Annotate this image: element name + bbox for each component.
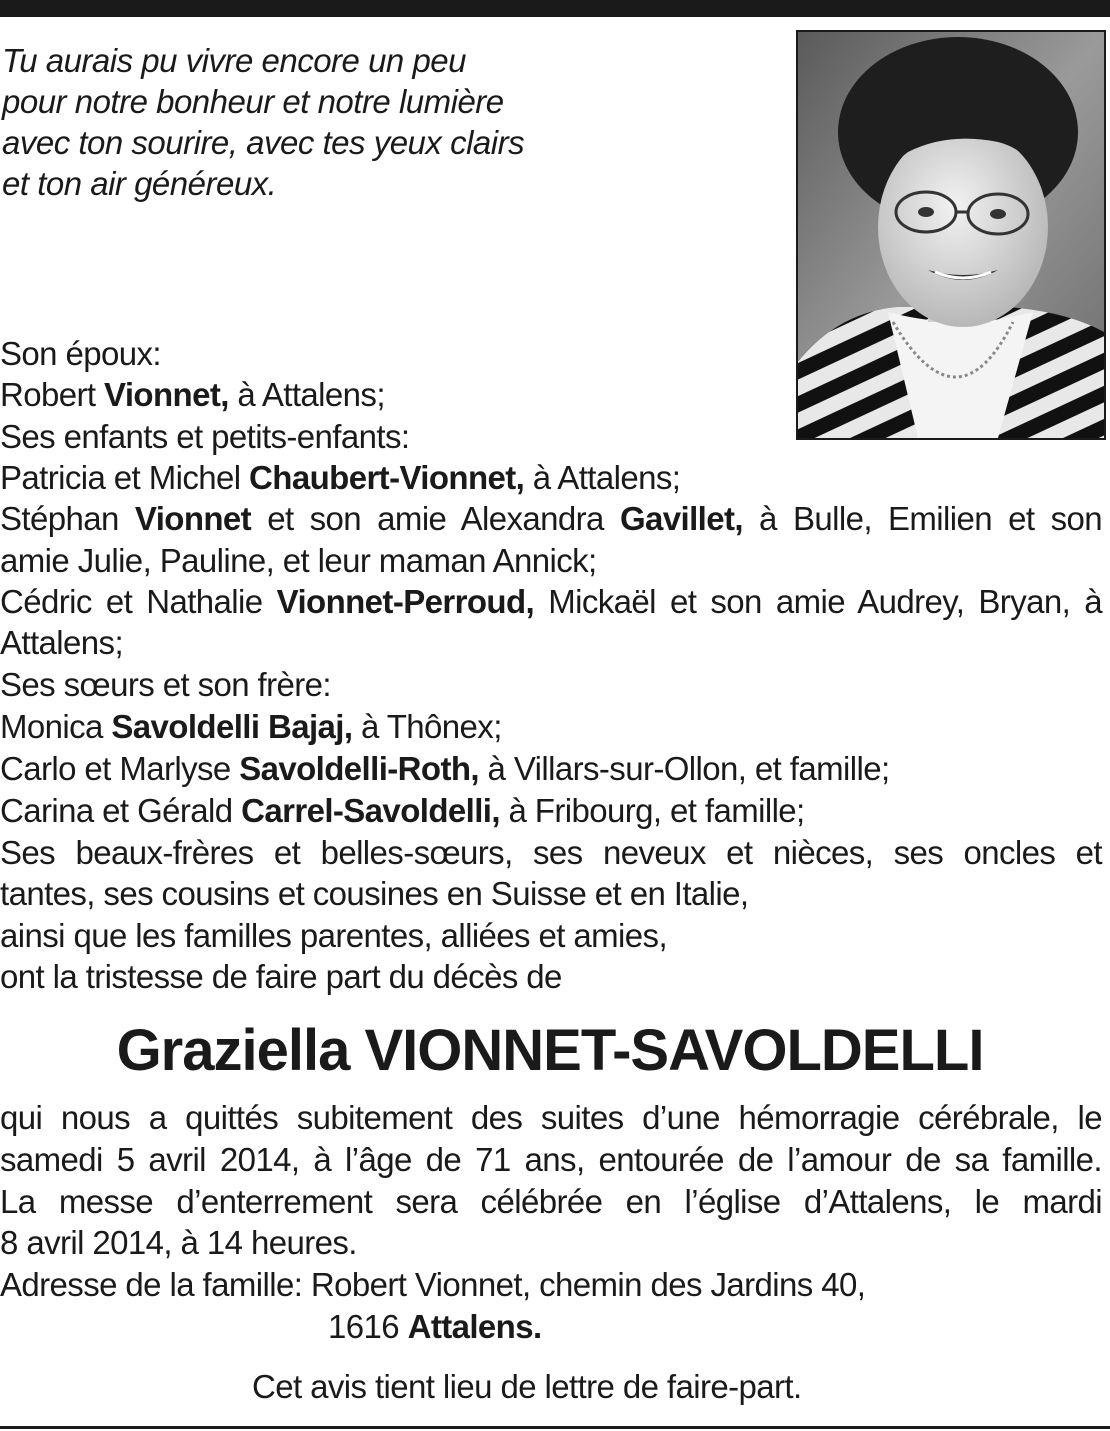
deceased-name: Graziella VIONNET-SAVOLDELLI <box>116 1018 984 1083</box>
family-line <box>0 498 1102 540</box>
given-name: Carina et Gérald <box>0 792 242 829</box>
family-address-city <box>328 1306 542 1348</box>
family-line: Ses enfants et petits-enfants: <box>0 418 410 455</box>
surname: Gavillet, <box>619 500 743 537</box>
relation-text: et son amie Alexandra <box>251 500 620 537</box>
relation-text: Mickaël et son amie Audrey, Bryan, à <box>534 583 1103 620</box>
surname: Vionnet, <box>104 376 229 413</box>
notice-line: La messe d’enterrement sera célébrée en l’église d’Attalens, le mardi <box>0 1183 1102 1220</box>
poem-line: avec ton sourire, avec tes yeux clairs <box>2 124 525 161</box>
surname: Savoldelli-Roth, <box>239 750 479 787</box>
family-line <box>0 581 1102 623</box>
notice-line: samedi 5 avril 2014, à l’âge de 71 ans, entourée de l’amour de sa famille. <box>0 1141 1102 1178</box>
given-name: Stéphan <box>0 500 135 537</box>
family-line: amie Julie, Pauline, et leur maman Annick; <box>0 542 597 579</box>
family-line: ainsi que les familles parentes, alliées et amies, <box>0 917 668 954</box>
surname: Carrel-Savoldelli, <box>241 792 500 829</box>
family-line <box>0 748 890 790</box>
family-line <box>0 706 502 748</box>
family-line: Attalens; <box>0 624 124 661</box>
family-line: tantes, ses cousins et cousines en Suisse et en Italie, <box>0 875 749 912</box>
closing-note: Cet avis tient lieu de lettre de faire-part. <box>252 1368 802 1405</box>
family-address: Adresse de la famille: Robert Vionnet, chemin des Jardins 40, <box>0 1266 866 1303</box>
surname: Vionnet-Perroud, <box>276 583 535 620</box>
surname: Savoldelli Bajaj, <box>111 708 353 745</box>
surname: Vionnet <box>134 500 252 537</box>
given-name: Robert <box>0 376 105 413</box>
location: à Bulle, Emilien et son <box>742 500 1102 537</box>
location: à Attalens; <box>228 376 385 413</box>
family-line: Ses sœurs et son frère: <box>0 666 331 703</box>
top-rule <box>0 0 1110 17</box>
poem-line: pour notre bonheur et notre lumière <box>2 83 504 120</box>
postal-code: 1616 <box>328 1308 408 1345</box>
family-line <box>0 790 805 832</box>
poem <box>2 40 762 204</box>
city: Attalens. <box>407 1308 542 1345</box>
poem-line: Tu aurais pu vivre encore un peu <box>2 42 466 79</box>
surname: Chaubert-Vionnet, <box>249 459 525 496</box>
family-line: ont la tristesse de faire part du décès de <box>0 958 562 995</box>
location: à Attalens; <box>524 459 681 496</box>
given-name: Cédric et Nathalie <box>0 583 277 620</box>
notice-line: 8 avril 2014, à 14 heures. <box>0 1224 357 1261</box>
portrait-photo <box>796 30 1106 440</box>
given-name: Monica <box>0 708 112 745</box>
given-name: Carlo et Marlyse <box>0 750 240 787</box>
family-line <box>0 374 385 416</box>
given-name: Patricia et Michel <box>0 459 250 496</box>
portrait-illustration <box>798 32 1104 438</box>
family-line: Ses beaux-frères et belles-sœurs, ses neveux et nièces, ses oncles et <box>0 834 1102 871</box>
bottom-rule <box>0 1426 1110 1429</box>
family-line: Son époux: <box>0 335 161 372</box>
location: à Villars-sur-Ollon, et famille; <box>478 750 890 787</box>
notice-line: qui nous a quittés subitement des suites d’une hémorragie cérébrale, le <box>0 1099 1102 1136</box>
poem-line: et ton air généreux. <box>2 165 277 202</box>
location: à Fribourg, et famille; <box>499 792 805 829</box>
family-line <box>0 457 680 499</box>
location: à Thônex; <box>352 708 502 745</box>
